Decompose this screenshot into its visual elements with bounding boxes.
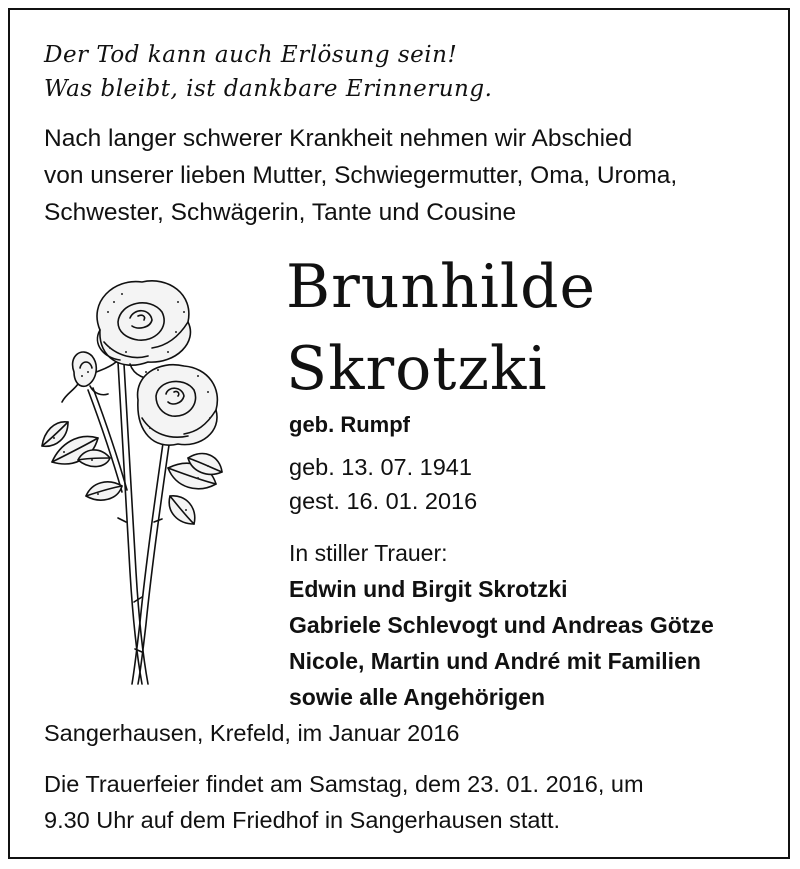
mourner-name: Nicole, Martin und André mit Familien <box>289 648 701 674</box>
birth-date: geb. 13. 07. 1941 <box>289 454 472 480</box>
mourner-name: Gabriele Schlevogt und Andreas Götze <box>289 612 714 638</box>
life-dates <box>289 450 477 518</box>
rose-illustration-icon <box>38 272 258 692</box>
mourner-name: sowie alle Angehörigen <box>289 684 546 710</box>
mourner-name: Edwin und Birgit Skrotzki <box>289 576 568 602</box>
maiden-name: geb. Rumpf <box>289 412 410 437</box>
intro-line-1: Nach langer schwerer Krankheit nehmen wir Abschied <box>44 125 633 152</box>
mourners-heading: In stiller Trauer: <box>289 540 448 566</box>
funeral-line-2: 9.30 Uhr auf dem Friedhof in Sangerhausen statt. <box>44 807 561 833</box>
funeral-line-1: Die Trauerfeier findet am Samstag, dem 23. 01. 2016, um <box>44 771 644 797</box>
funeral-notice <box>44 766 644 838</box>
deceased-name <box>286 246 596 410</box>
intro-line-3: Schwester, Schwägerin, Tante und Cousine <box>44 199 517 226</box>
death-date: gest. 16. 01. 2016 <box>289 488 478 514</box>
first-name: Brunhilde <box>286 252 596 322</box>
opening-quote <box>44 38 492 106</box>
mourners-block <box>289 535 714 715</box>
intro-line-2: von unserer lieben Mutter, Schwiegermutter, Oma, Uroma, <box>44 162 678 189</box>
place-date: Sangerhausen, Krefeld, im Januar 2016 <box>44 720 460 746</box>
quote-line-2: Was bleibt, ist dankbare Erinnerung. <box>44 76 493 102</box>
last-name: Skrotzki <box>286 334 548 404</box>
quote-line-1: Der Tod kann auch Erlösung sein! <box>44 42 458 68</box>
intro-text <box>44 120 677 231</box>
